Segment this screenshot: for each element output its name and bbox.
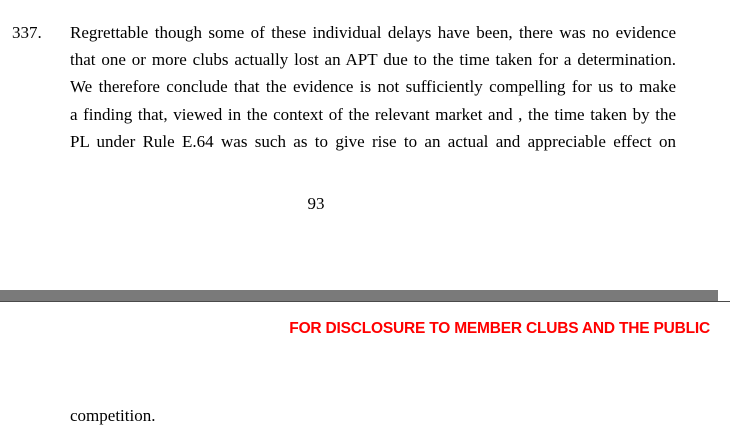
- page-number: 93: [307, 194, 325, 213]
- paragraph-line: that one or more clubs actually lost an APT due to the time taken for a determination.: [70, 50, 676, 70]
- paragraph-line: We therefore conclude that the evidence is not sufficiently compelling for us to make: [70, 77, 676, 97]
- page-break-divider: [0, 290, 730, 302]
- paragraph-number: 337.: [12, 23, 42, 42]
- paragraph-line: a finding that, viewed in the context of the relevant market and , the time taken by the: [70, 104, 676, 124]
- paragraph-line: PL under Rule E.64 was such as to give rise to an actual and appreciable effect on: [70, 131, 676, 151]
- paragraph-text: [70, 19, 676, 155]
- paragraph-line: Regrettable though some of these individual delays have been, there was no evidence: [70, 23, 676, 42]
- disclosure-header: FOR DISCLOSURE TO MEMBER CLUBS AND THE PUBLIC: [289, 320, 710, 337]
- continuation-text: competition.: [70, 406, 156, 425]
